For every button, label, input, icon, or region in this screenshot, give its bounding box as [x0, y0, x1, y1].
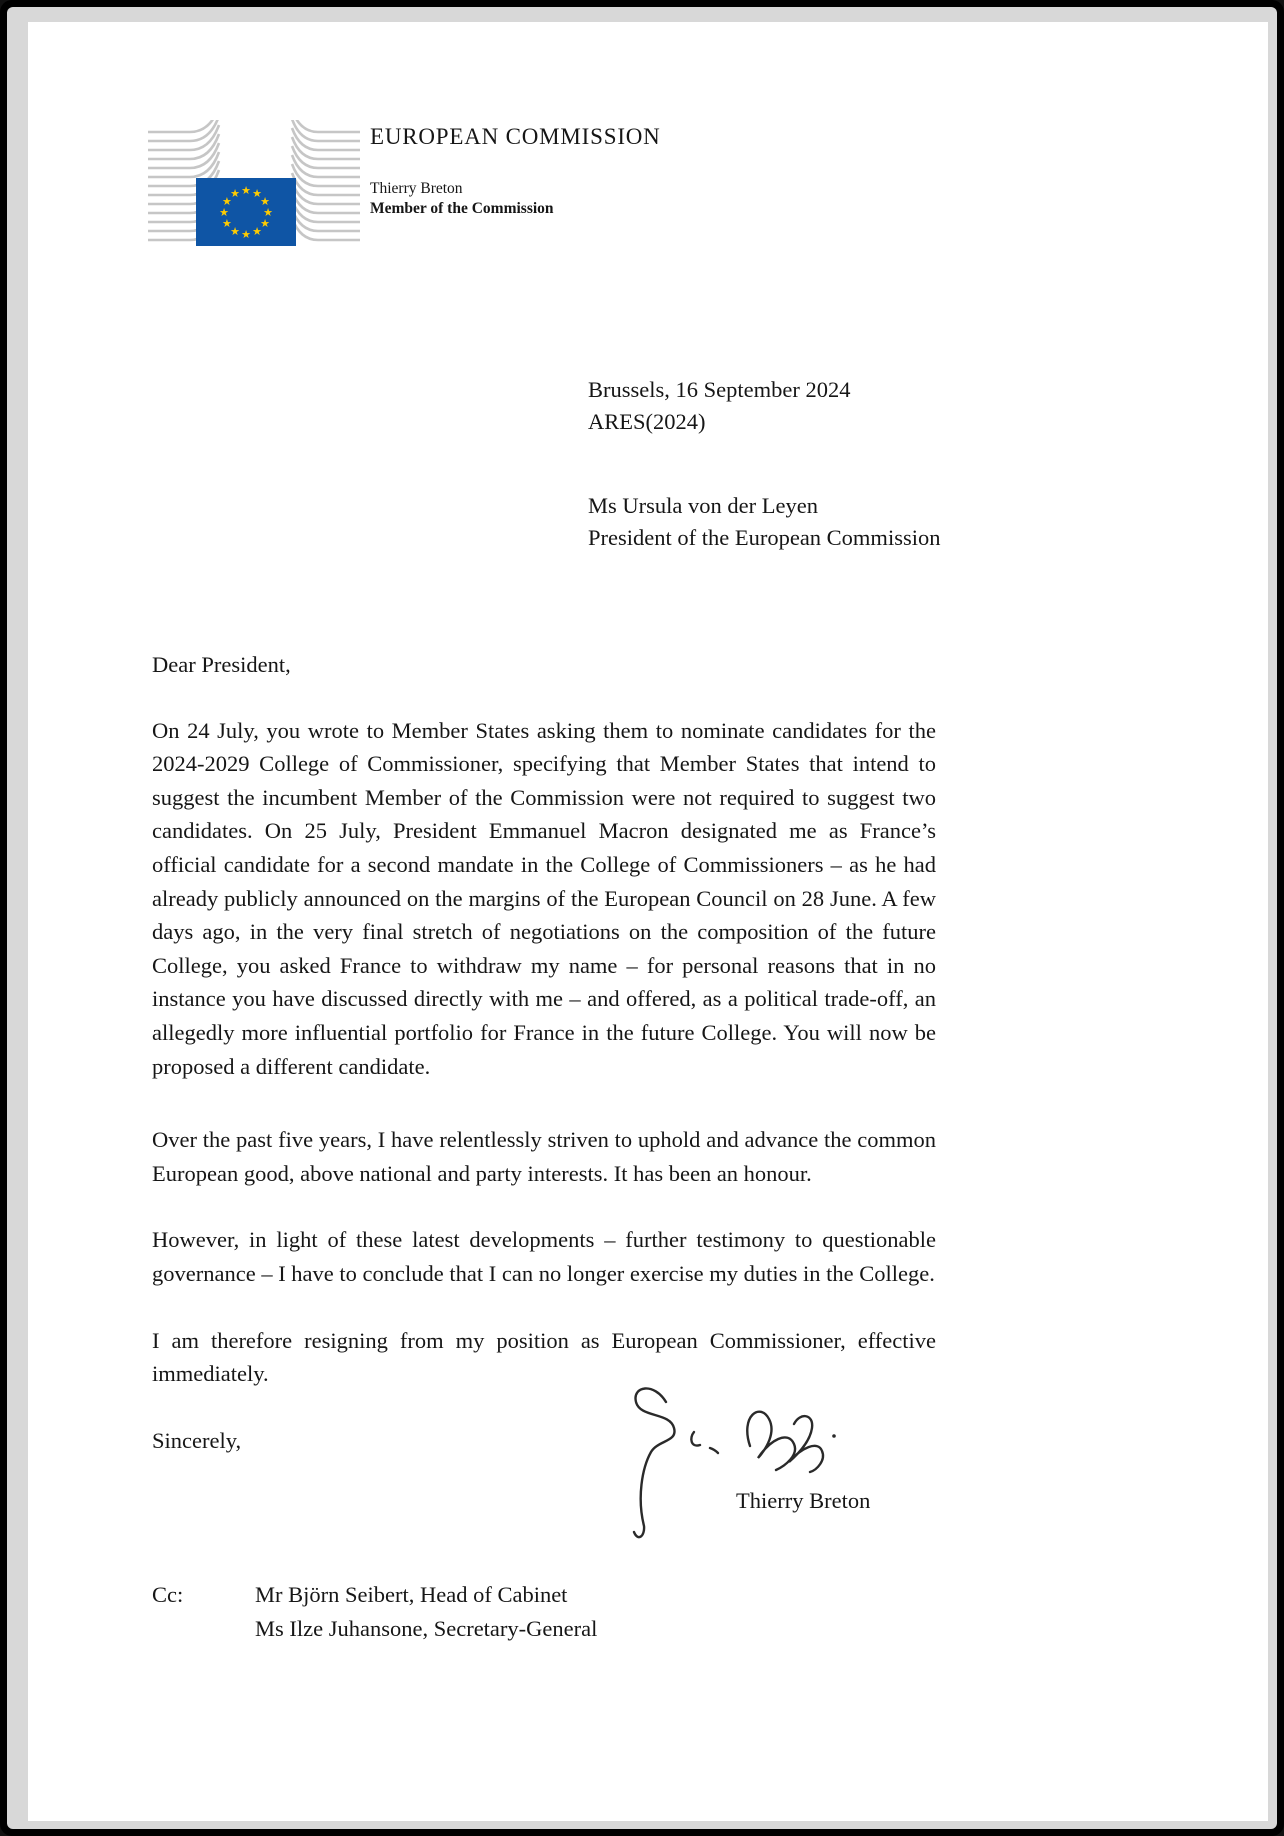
body-paragraph-3: However, in light of these latest developments – further testimony to questionable governance – I have to conclude that I can no longer exercise my duties in the College. [152, 1227, 936, 1286]
recipient-name: Ms Ursula von der Leyen [588, 493, 818, 518]
cc-entry: Mr Björn Seibert, Head of Cabinet [255, 1582, 568, 1607]
salutation: Dear President, [152, 652, 291, 677]
recipient-block [588, 490, 940, 554]
flag-star-icon: ★ [230, 186, 240, 200]
european-commission-logo [148, 120, 360, 260]
body-paragraph-4: I am therefore resigning from my position as European Commissioner, effective immediately. [152, 1327, 936, 1387]
flag-star-icon: ★ [230, 225, 240, 239]
closing: Sincerely, [152, 1427, 242, 1453]
institution-title: EUROPEAN COMMISSION [370, 124, 661, 149]
body-paragraph-2: Over the past five years, I have relentlessly striven to uphold and advance the common European good, above national and party interests. It has been an honour. [152, 1127, 936, 1186]
flag-star-icon: ★ [241, 184, 251, 197]
cc-entry: Ms Ilze Juhansone, Secretary-General [255, 1616, 598, 1641]
flag-star-icon: ★ [252, 225, 262, 239]
flag-star-icon: ★ [260, 217, 271, 230]
place-date-line: Brussels, 16 September 2024 [588, 377, 851, 402]
flag-star-icon: ★ [221, 195, 232, 208]
author-name: Thierry Breton [370, 180, 463, 197]
flag-star-icon: ★ [263, 206, 273, 219]
cc-block [152, 1578, 597, 1646]
flag-star-icon: ★ [241, 228, 251, 241]
recipient-title: President of the European Commission [588, 525, 941, 550]
signature-scribble-icon [620, 1374, 870, 1554]
flag-star-icon: ★ [221, 217, 232, 230]
flag-star-icon: ★ [260, 195, 271, 208]
flag-star-icon: ★ [219, 206, 229, 219]
author-title: Member of the Commission [370, 200, 554, 217]
letter-body [152, 648, 936, 1457]
flag-star-icon: ★ [252, 186, 262, 200]
reference-line: ARES(2024) [588, 409, 706, 434]
cc-label: Cc: [152, 1582, 184, 1607]
letter-sheet [28, 22, 1268, 1821]
body-paragraph-1: On 24 July, you wrote to Member States asking them to nominate candidates for the 2024-2029 College of Commissioner, specifying that Member States that intend to suggest the incumbent Member of the Commission were not required to suggest two candidates. On 25 July, President Emmanuel Macron designated me as France’s official candidate for a second mandate in the College of Commissioners – as he had already publicly announced on the margins of the European Council on 28 June. A few days ago, in the very final stretch of negotiations on the composition of the future College, you asked France to withdraw my name – for personal reasons that in no instance you have discussed directly with me – and offered, as a political trade-off, an allegedly more influential portfolio for France in the future College. You will now be proposed a different candidate. [152, 717, 936, 1079]
signature-name: Thierry Breton [736, 1488, 871, 1513]
date-block [588, 374, 850, 438]
logo-right-lines-icon [292, 120, 360, 240]
